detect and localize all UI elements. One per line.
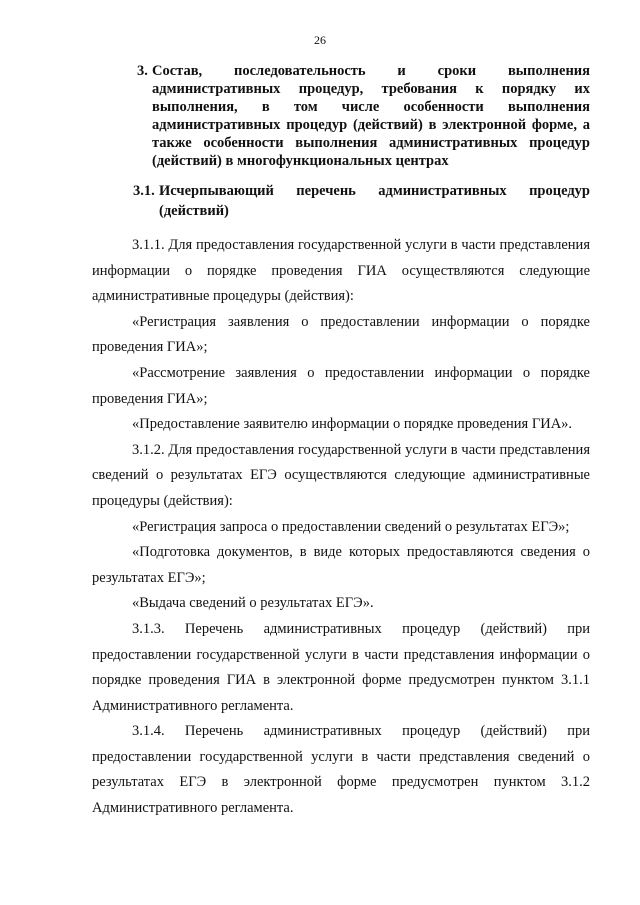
subsection-number: 3.1. [133,183,155,199]
subsection-heading [133,181,590,221]
procedure-item: «Регистрация запроса о предоставлении сведений о результатах ЕГЭ»; [132,518,570,535]
page-number: 26 [314,33,326,47]
paragraph-3-1-4: 3.1.4. Перечень административных процедур (действий) при предоставлении государственной услуги в части представления сведений о результатах ЕГЭ в электронной форме предусмотрен пунктом 3.1.2 Административного регламента. [92,723,590,817]
paragraph-3-1-1: 3.1.1. Для предоставления государственной услуги в части представления информации о порядке проведения ГИА осуществляются следующие административные процедуры (действия): [92,237,590,305]
section-heading [137,62,590,170]
procedure-item: «Подготовка документов, в виде которых предоставляются сведения о результатах ЕГЭ»; [92,544,590,586]
procedure-item: «Регистрация заявления о предоставлении информации о порядке проведения ГИА»; [92,313,590,356]
section-title: Состав, последовательность и сроки выполнения административных процедур, требования к порядку их выполнения, в том числе особенности выполнения административных процедур (действий) в электронной форме, а также особенности выполнения административных процедур (действий) в многофункциональных центрах [152,63,590,169]
section-number: 3. [137,63,148,79]
paragraph-3-1-2: 3.1.2. Для предоставления государственной услуги в части представления сведений о результатах ЕГЭ осуществляются следующие административные процедуры (действия): [92,441,590,509]
subsection-title: Исчерпывающий перечень административных процедур (действий) [159,183,590,219]
procedure-item: «Выдача сведений о результатах ЕГЭ». [132,595,374,612]
paragraph-3-1-3: 3.1.3. Перечень административных процедур (действий) при предоставлении государственной услуги в части представления информации о порядке проведения ГИА в электронной форме предусмотрен пунктом 3.1.1 Административного регламента. [92,620,590,714]
procedure-item: «Рассмотрение заявления о предоставлении информации о порядке проведения ГИА»; [92,364,590,407]
document-body [92,233,590,822]
procedure-item: «Предоставление заявителю информации о порядке проведения ГИА». [132,416,573,433]
